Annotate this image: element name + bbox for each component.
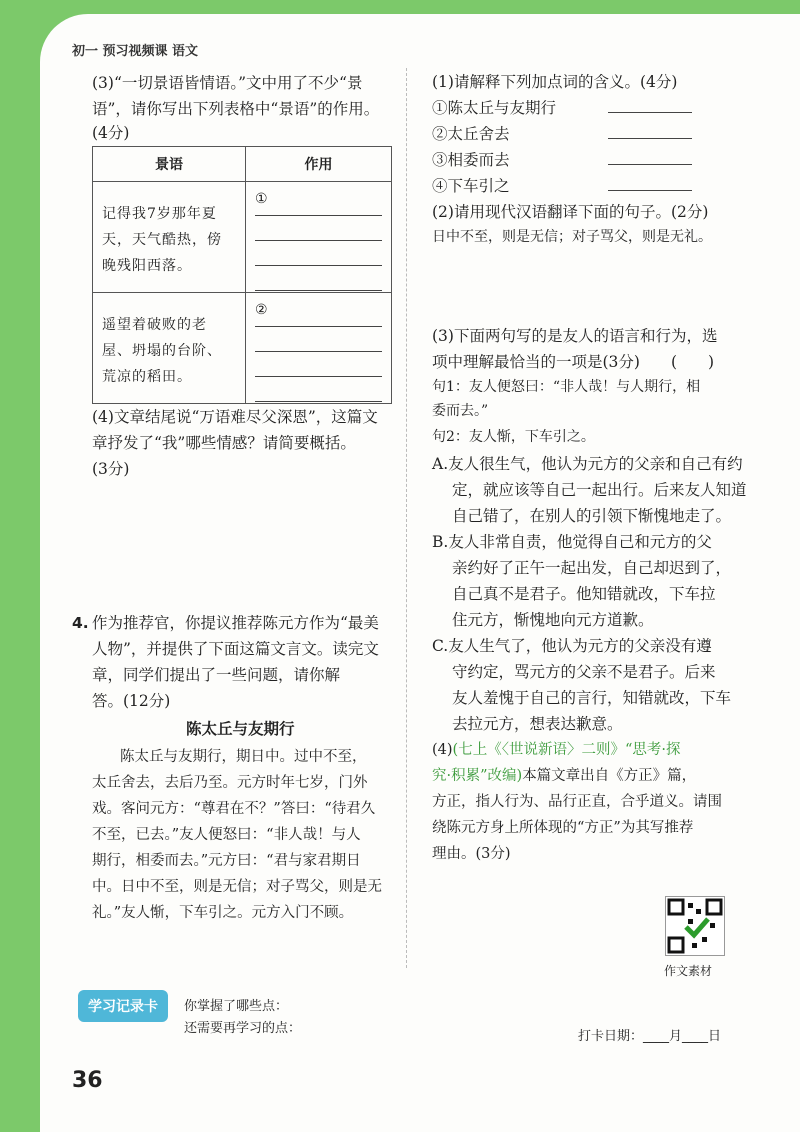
passage-line: 中。日中不至，则是无信；对子骂父，则是无	[92, 879, 382, 895]
r-q4-source-cont: 究·积累”改编)	[432, 768, 523, 784]
answer-line[interactable]	[608, 138, 692, 139]
answer-line[interactable]	[255, 266, 382, 291]
r-q1: (1)请解释下列加点词的含义。(4分)	[432, 73, 678, 91]
option-b-cont: 亲约好了正午一起出发，自己却迟到了，	[452, 559, 732, 577]
table-row1-mark[interactable]: ①	[255, 191, 382, 216]
option-c-cont: 友人羞愧于自己的言行，知错就改，下车	[452, 689, 732, 707]
table-row2-mark[interactable]: ②	[255, 302, 382, 327]
task4-line4: 答。(12分)	[92, 692, 171, 710]
answer-line[interactable]	[255, 216, 382, 241]
option-a[interactable]: A.友人很生气，他认为元方的父亲和自己有约	[432, 455, 743, 473]
answer-line[interactable]	[255, 352, 382, 377]
task4-line1: 作为推荐官，你提议推荐陈元方作为“最美	[92, 614, 379, 632]
option-c[interactable]: C.友人生气了，他认为元方的父亲没有遵	[432, 637, 712, 655]
passage-line: 期行，相委而去。”元方曰：“君与家君期日	[92, 853, 361, 869]
option-c-cont: 去拉元方，想表达歉意。	[452, 715, 623, 733]
answer-line[interactable]	[255, 241, 382, 266]
answer-line[interactable]	[608, 164, 692, 165]
passage-line: 戏。客问元方：“尊君在不？”答曰：“待君久	[92, 801, 376, 817]
r-q4-text: 理由。(3分)	[432, 846, 511, 862]
page-number: 36	[72, 1068, 103, 1093]
answer-line[interactable]	[255, 377, 382, 402]
column-divider	[406, 68, 407, 968]
task4-line2: 人物”，并提供了下面这篇文言文。读完文	[92, 640, 379, 658]
table-row1-text: 记得我7岁那年夏天，天气酷热，傍晚残阳西落。	[102, 206, 222, 274]
passage-line: 礼。”友人惭，下车引之。元方入门不顾。	[92, 905, 354, 921]
r-item: ③相委而去	[432, 151, 510, 169]
task4-line3: 章，同学们提出了一些问题，请你解	[92, 666, 341, 684]
r-q4-num: (4)	[432, 742, 453, 758]
q4-score: (3分)	[92, 460, 130, 478]
option-c-cont: 守约定，骂元方的父亲不是君子。后来	[452, 663, 716, 681]
q4-line1: (4)文章结尾说“万语难尽父深恩”，这篇文	[92, 408, 378, 426]
answer-line[interactable]	[608, 112, 692, 113]
r-q4-text: 方正，指人行为、品行正直，合乎道义。请围	[432, 794, 722, 810]
r-q3-line1: (3)下面两句写的是友人的语言和行为，选	[432, 327, 718, 345]
r-q4-text: 绕陈元方身上所体现的“方正”为其写推荐	[432, 820, 694, 836]
q3-score: (4分)	[92, 124, 130, 142]
r-s1a: 句1：友人便怒曰：“非人哉！与人期行，相	[432, 379, 701, 395]
r-s1b: 委而去。”	[432, 403, 489, 419]
table-header-function: 作用	[246, 147, 392, 182]
r-s2: 句2：友人惭，下车引之。	[432, 429, 595, 445]
r-q4-text: 本篇文章出自《方正》篇，	[522, 768, 697, 784]
table-header-scene: 景语	[93, 147, 246, 182]
r-item: ④下车引之	[432, 177, 510, 195]
task4-number: 4.	[72, 614, 89, 632]
q4-line2: 章抒发了“我”哪些情感？请简要概括。	[92, 434, 356, 452]
r-q3-line2: 项中理解最恰当的一项是(3分) ( )	[432, 353, 715, 371]
record-line1: 你掌握了哪些点：	[184, 999, 289, 1014]
q3-line1: (3)“一切景语皆情语。”文中用了不少“景	[92, 74, 363, 92]
record-line2: 还需要再学习的点：	[184, 1021, 302, 1036]
qr-label: 作文素材	[664, 964, 713, 978]
passage-line: 陈太丘与友期行，期日中。过中不至，	[120, 749, 367, 765]
answer-line[interactable]	[608, 190, 692, 191]
option-b-cont: 自己真不是君子。他知错就改，下车拉	[452, 585, 716, 603]
r-q4-source: (七上《〈世说新语〉二则》“思考·探	[452, 742, 681, 758]
page-header: 初一 预习视频课 语文	[72, 44, 199, 59]
r-item: ①陈太丘与友期行	[432, 99, 557, 117]
option-a-cont: 自己错了，在别人的引领下惭愧地走了。	[452, 507, 732, 525]
r-item: ②太丘舍去	[432, 125, 510, 143]
passage-line: 不至，已去。”友人便怒曰：“非人哉！与人	[92, 827, 361, 843]
qr-code-icon[interactable]	[665, 896, 725, 956]
r-q2-sentence: 日中不至，则是无信；对子骂父，则是无礼。	[432, 229, 712, 245]
r-q2: (2)请用现代汉语翻译下面的句子。(2分)	[432, 203, 709, 221]
scene-table	[92, 146, 392, 404]
record-card-badge: 学习记录卡	[78, 990, 168, 1022]
q3-line2: 语”，请你写出下列表格中“景语”的作用。	[92, 100, 380, 118]
option-b[interactable]: B.友人非常自责，他觉得自己和元方的父	[432, 533, 712, 551]
table-row2-text: 遥望着破败的老屋、坍塌的台阶、荒凉的稻田。	[102, 317, 222, 385]
option-a-cont: 定，就应该等自己一起出行。后来友人知道	[452, 481, 747, 499]
answer-line[interactable]	[255, 327, 382, 352]
option-b-cont: 住元方，惭愧地向元方道歉。	[452, 611, 654, 629]
passage-title: 陈太丘与友期行	[186, 720, 295, 738]
passage-line: 太丘舍去，去后乃至。元方时年七岁，门外	[92, 775, 368, 791]
checkin-date: 打卡日期：____月____日	[578, 1029, 722, 1044]
